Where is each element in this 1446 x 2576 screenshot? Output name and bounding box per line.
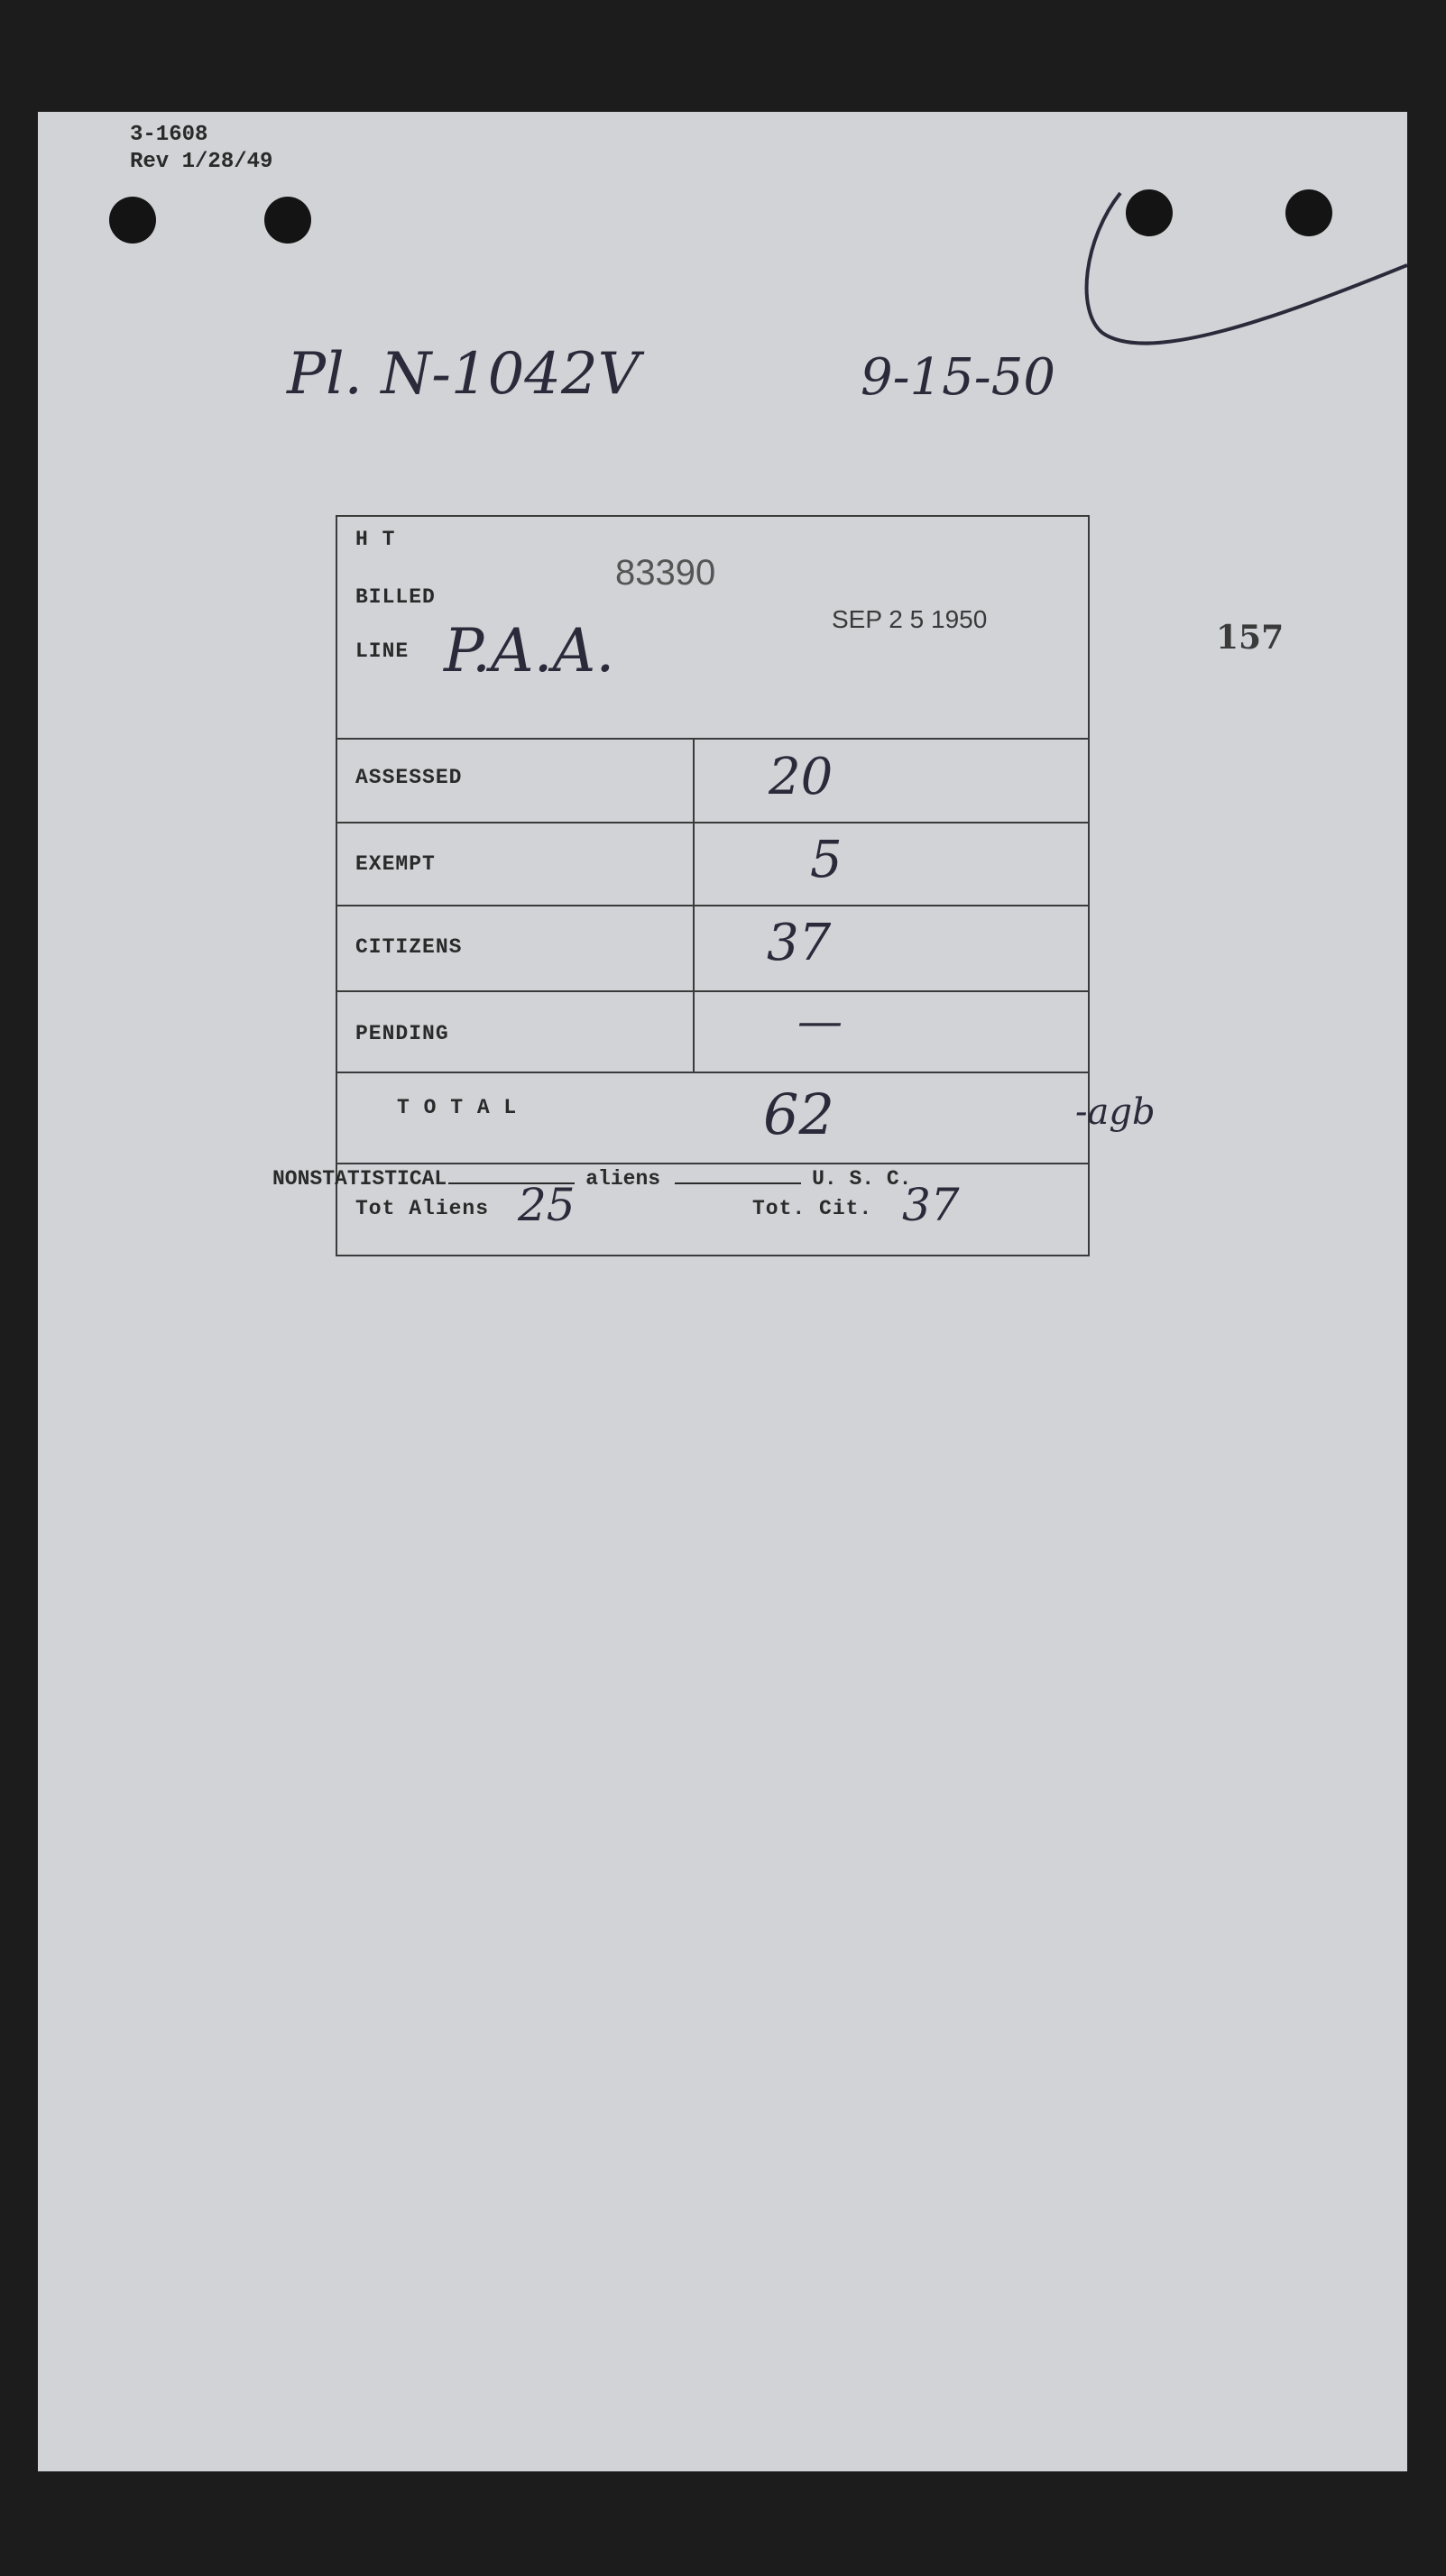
punch-hole — [264, 197, 311, 244]
line-label: LINE — [355, 639, 410, 663]
pending-label: PENDING — [355, 1022, 449, 1045]
exempt-label: EXEMPT — [355, 852, 436, 876]
blank-line — [675, 1182, 801, 1184]
handwritten-date: 9-15-50 — [861, 348, 1055, 407]
tot-cit-value: 37 — [902, 1179, 960, 1231]
aliens-label: aliens — [585, 1167, 661, 1191]
assessed-value: 20 — [769, 748, 834, 806]
pen-curve-mark — [1066, 184, 1407, 409]
assessed-label: ASSESSED — [355, 766, 463, 789]
page-number: 157 — [1216, 619, 1285, 657]
usc-label: U. S. C. — [812, 1167, 912, 1191]
flight-number: Pl. N-1042V — [287, 341, 640, 408]
billed-label: BILLED — [355, 585, 436, 609]
citizens-value: 37 — [767, 914, 832, 972]
form-revision: Rev 1/28/49 — [130, 150, 273, 174]
form-code: 3-1608 — [130, 123, 208, 147]
total-value: 62 — [763, 1081, 834, 1147]
margin-initials: -agb — [1075, 1091, 1156, 1133]
exempt-value: 5 — [810, 831, 843, 889]
tot-aliens-value: 25 — [518, 1179, 576, 1231]
pending-value: — — [797, 995, 843, 1047]
nonstatistical-line — [272, 1167, 911, 1191]
total-label: T O T A L — [397, 1096, 518, 1119]
citizens-label: CITIZENS — [355, 935, 463, 959]
document-page — [38, 112, 1407, 2471]
ht-label: H T — [355, 528, 396, 551]
punch-hole — [109, 197, 156, 244]
nonstatistical-label: NONSTATISTICAL — [272, 1167, 447, 1191]
blank-line — [448, 1182, 575, 1184]
stamp-number: 83390 — [615, 553, 716, 593]
tot-cit-label: Tot. Cit. — [752, 1197, 873, 1220]
line-value: P.A.A. — [444, 616, 615, 685]
stamp-date: SEP 2 5 1950 — [832, 605, 988, 633]
manifest-table — [336, 515, 1090, 1256]
tot-aliens-label: Tot Aliens — [355, 1197, 490, 1220]
